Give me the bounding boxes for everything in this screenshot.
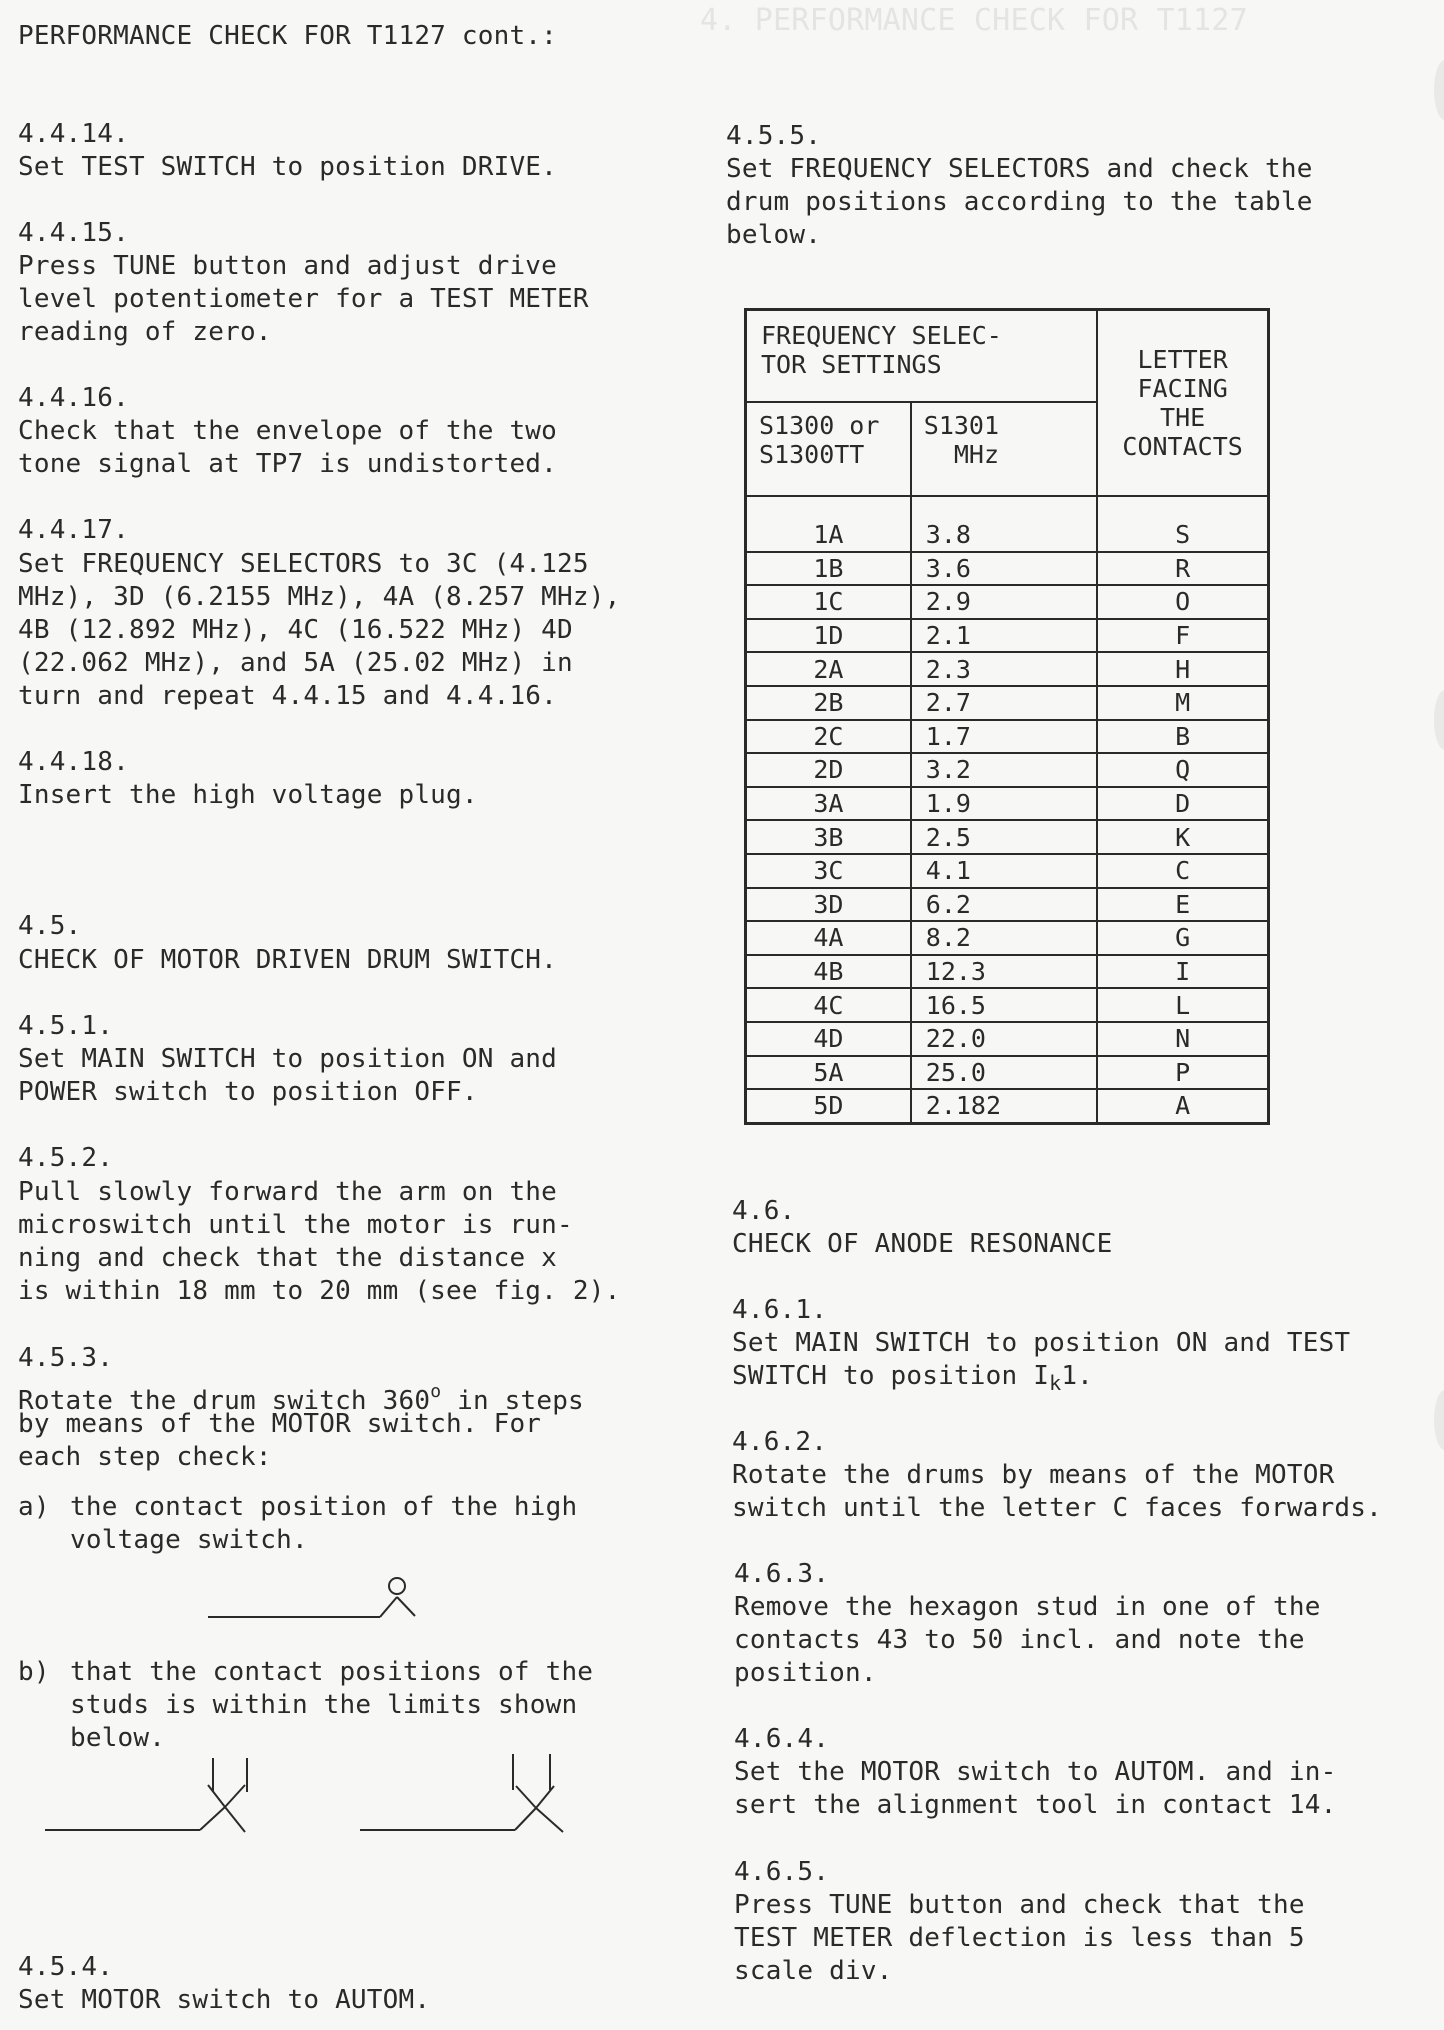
stud-limits-sketch <box>40 1750 580 1845</box>
letter-cell: R <box>1097 552 1268 586</box>
text-run: in steps <box>441 1386 584 1416</box>
section-line: Set MAIN SWITCH to position ON and <box>18 1044 558 1074</box>
table-row <box>746 519 1269 552</box>
stud-arm <box>536 1808 563 1832</box>
contact-arm <box>380 1597 397 1617</box>
table-row <box>746 1056 1269 1090</box>
section-line: Set the MOTOR switch to AUTOM. and in- <box>734 1757 1337 1787</box>
header-frequency-selector <box>746 310 1098 403</box>
selector-cell: 2A <box>746 652 911 686</box>
header-s1301 <box>911 402 1097 496</box>
letter-cell: E <box>1097 888 1268 922</box>
letter-cell: C <box>1097 854 1268 888</box>
section-line: the contact position of the high <box>70 1492 578 1522</box>
selector-cell: 4D <box>746 1022 911 1056</box>
section-line: reading of zero. <box>18 317 272 347</box>
section-line: Press TUNE button and check that the <box>734 1890 1305 1920</box>
mhz-cell: 2.9 <box>911 585 1097 619</box>
table-row <box>746 552 1269 586</box>
stud-arm <box>200 1807 225 1830</box>
page-edge-mark <box>1434 60 1444 120</box>
section-heading: CHECK OF MOTOR DRIVEN DRUM SWITCH. <box>18 945 558 975</box>
table-row <box>746 720 1269 754</box>
selector-cell: 1A <box>746 519 911 552</box>
section-line: switch until the letter C faces forwards. <box>732 1493 1382 1523</box>
header-line: MHz <box>953 440 1000 469</box>
selector-cell: 5D <box>746 1089 911 1123</box>
section-id: 4.4.18. <box>18 747 129 777</box>
selector-cell: 3B <box>746 820 911 854</box>
header-line: THE <box>1160 403 1206 432</box>
k-subscript: k <box>1049 1371 1062 1395</box>
mhz-cell: 2.5 <box>911 820 1097 854</box>
section-line: Remove the hexagon stud in one of the <box>734 1592 1321 1622</box>
selector-cell: 1D <box>746 619 911 653</box>
table-row <box>746 921 1269 955</box>
section-line: Set FREQUENCY SELECTORS and check the <box>726 154 1313 184</box>
mhz-cell: 3.6 <box>911 552 1097 586</box>
section-line: sert the alignment tool in contact 14. <box>734 1790 1337 1820</box>
table-row <box>746 888 1269 922</box>
section-line: ning and check that the distance x <box>18 1243 558 1273</box>
stud-arm <box>225 1785 245 1807</box>
section-line: Set TEST SWITCH to position DRIVE. <box>18 152 558 182</box>
letter-cell: A <box>1097 1089 1268 1123</box>
selector-cell: 4A <box>746 921 911 955</box>
mhz-cell: 12.3 <box>911 955 1097 989</box>
mhz-cell: 22.0 <box>911 1022 1097 1056</box>
header-line: TOR SETTINGS <box>761 350 942 379</box>
mhz-cell: 8.2 <box>911 921 1097 955</box>
page-edge-mark <box>1434 690 1444 750</box>
section-id: 4.6.4. <box>734 1724 830 1754</box>
header-line: S1300 or <box>759 411 880 440</box>
table-row <box>746 787 1269 821</box>
letter-cell: M <box>1097 686 1268 720</box>
selector-cell: 3D <box>746 888 911 922</box>
mhz-cell: 3.2 <box>911 753 1097 787</box>
selector-cell: 3A <box>746 787 911 821</box>
section-heading: CHECK OF ANODE RESONANCE <box>732 1229 1113 1259</box>
section-line: studs is within the limits shown <box>70 1690 578 1720</box>
section-id: 4.6.3. <box>734 1559 830 1589</box>
mhz-cell: 2.1 <box>911 619 1097 653</box>
letter-cell: B <box>1097 720 1268 754</box>
stud-arm <box>515 1808 536 1830</box>
item-marker: b) <box>18 1657 50 1687</box>
selector-cell: 2D <box>746 753 911 787</box>
page-edge-mark <box>1434 1390 1444 1450</box>
section-line: POWER switch to position OFF. <box>18 1077 478 1107</box>
mhz-cell: 2.7 <box>911 686 1097 720</box>
section-line: Check that the envelope of the two <box>18 416 558 446</box>
table-row <box>746 753 1269 787</box>
page-header: PERFORMANCE CHECK FOR T1127 cont.: <box>18 21 558 51</box>
item-marker: a) <box>18 1492 50 1522</box>
ghost-heading: 4. PERFORMANCE CHECK FOR T1127 <box>700 3 1248 38</box>
table-spacer <box>746 496 911 519</box>
frequency-selector-table <box>744 308 1270 1125</box>
section-line: voltage switch. <box>70 1525 308 1555</box>
section-id: 4.4.17. <box>18 515 129 545</box>
letter-cell: Q <box>1097 753 1268 787</box>
mhz-cell: 1.9 <box>911 787 1097 821</box>
section-line: scale div. <box>734 1956 893 1986</box>
table-row <box>746 619 1269 653</box>
text-run: SWITCH to position I <box>732 1361 1050 1391</box>
header-line: S1300TT <box>759 440 865 469</box>
mhz-cell: 25.0 <box>911 1056 1097 1090</box>
letter-cell: S <box>1097 519 1268 552</box>
section-line: level potentiometer for a TEST METER <box>18 284 589 314</box>
text-run: 1. <box>1061 1361 1094 1391</box>
section-id: 4.5.4. <box>18 1952 114 1982</box>
section-line: Set FREQUENCY SELECTORS to 3C (4.125 <box>18 549 589 579</box>
stud-bracket <box>213 1758 247 1792</box>
stud-arm <box>225 1807 245 1832</box>
header-line: S1301 <box>923 411 1000 440</box>
contact-circle <box>389 1578 405 1594</box>
letter-cell: G <box>1097 921 1268 955</box>
mhz-cell: 4.1 <box>911 854 1097 888</box>
table-row <box>746 820 1269 854</box>
section-line: Pull slowly forward the arm on the <box>18 1177 558 1207</box>
header-line: FACING <box>1137 374 1228 403</box>
table-row <box>746 854 1269 888</box>
letter-cell: O <box>1097 585 1268 619</box>
section-line: (22.062 MHz), and 5A (25.02 MHz) in <box>18 648 573 678</box>
stud-arm <box>516 1786 536 1808</box>
section-line: Set MAIN SWITCH to position ON and TEST <box>732 1328 1351 1358</box>
section-id: 4.4.14. <box>18 119 129 149</box>
section-line: Insert the high voltage plug. <box>18 780 478 810</box>
section-line: position. <box>734 1658 877 1688</box>
section-id: 4.4.16. <box>18 383 129 413</box>
letter-cell: D <box>1097 787 1268 821</box>
header-line: CONTACTS <box>1122 432 1243 461</box>
selector-cell: 4B <box>746 955 911 989</box>
stud-bracket <box>513 1754 550 1790</box>
stud-arm <box>536 1786 554 1808</box>
letter-cell: H <box>1097 652 1268 686</box>
mhz-cell: 2.3 <box>911 652 1097 686</box>
selector-cell: 2C <box>746 720 911 754</box>
table-row <box>746 955 1269 989</box>
section-line: Press TUNE button and adjust drive <box>18 251 558 281</box>
section-line: Set MOTOR switch to AUTOM. <box>18 1985 431 2015</box>
section-id: 4.5. <box>18 911 82 941</box>
section-id: 4.6.1. <box>732 1295 828 1325</box>
letter-cell: L <box>1097 988 1268 1022</box>
section-line: that the contact positions of the <box>70 1657 594 1687</box>
section-id: 4.5.1. <box>18 1011 114 1041</box>
section-line: TEST METER deflection is less than 5 <box>734 1923 1305 1953</box>
section-line <box>732 1360 1093 1400</box>
degree-superscript: o <box>430 1381 442 1402</box>
letter-cell: F <box>1097 619 1268 653</box>
section-line: drum positions according to the table <box>726 187 1313 217</box>
table-row <box>746 988 1269 1022</box>
mhz-cell: 2.182 <box>911 1089 1097 1123</box>
section-line: Rotate the drums by means of the MOTOR <box>732 1460 1335 1490</box>
header-letter-facing <box>1097 310 1268 497</box>
section-line: by means of the MOTOR switch. For <box>18 1409 542 1439</box>
letter-cell: K <box>1097 820 1268 854</box>
table-row <box>746 652 1269 686</box>
table-row <box>746 585 1269 619</box>
table-row <box>746 1089 1269 1123</box>
section-line: 4B (12.892 MHz), 4C (16.522 MHz) 4D <box>18 615 573 645</box>
text-run: Rotate the drum switch 360 <box>18 1386 431 1416</box>
mhz-cell: 16.5 <box>911 988 1097 1022</box>
selector-cell: 1B <box>746 552 911 586</box>
stud-arm <box>208 1785 225 1807</box>
section-id: 4.6.2. <box>732 1427 828 1457</box>
selector-cell: 5A <box>746 1056 911 1090</box>
header-line: FREQUENCY SELEC- <box>761 321 1002 350</box>
mhz-cell: 1.7 <box>911 720 1097 754</box>
section-line: is within 18 mm to 20 mm (see fig. 2). <box>18 1276 621 1306</box>
section-id: 4.4.15. <box>18 218 129 248</box>
section-id: 4.5.3. <box>18 1343 114 1373</box>
mhz-cell: 3.8 <box>911 519 1097 552</box>
section-line: MHz), 3D (6.2155 MHz), 4A (8.257 MHz), <box>18 582 621 612</box>
table-row <box>746 1022 1269 1056</box>
section-id: 4.5.5. <box>726 121 822 151</box>
selector-cell: 2B <box>746 686 911 720</box>
contact-position-sketch <box>200 1570 430 1630</box>
section-line: turn and repeat 4.4.15 and 4.4.16. <box>18 681 558 711</box>
section-line: contacts 43 to 50 incl. and note the <box>734 1625 1305 1655</box>
selector-cell: 4C <box>746 988 911 1022</box>
selector-cell: 3C <box>746 854 911 888</box>
section-line: below. <box>70 1723 166 1753</box>
header-line: LETTER <box>1137 345 1228 374</box>
letter-cell: N <box>1097 1022 1268 1056</box>
mhz-cell: 6.2 <box>911 888 1097 922</box>
section-line: tone signal at TP7 is undistorted. <box>18 449 558 479</box>
section-id: 4.6. <box>732 1196 796 1226</box>
letter-cell: I <box>1097 955 1268 989</box>
header-s1300 <box>746 402 911 496</box>
selector-cell: 1C <box>746 585 911 619</box>
table-row <box>746 686 1269 720</box>
letter-cell: P <box>1097 1056 1268 1090</box>
table-spacer <box>1097 496 1268 519</box>
section-line: each step check: <box>18 1442 272 1472</box>
table-spacer <box>911 496 1097 519</box>
section-line: microswitch until the motor is run- <box>18 1210 573 1240</box>
section-id: 4.5.2. <box>18 1143 114 1173</box>
contact-arm <box>397 1597 415 1616</box>
section-id: 4.6.5. <box>734 1857 830 1887</box>
section-line: below. <box>726 220 822 250</box>
